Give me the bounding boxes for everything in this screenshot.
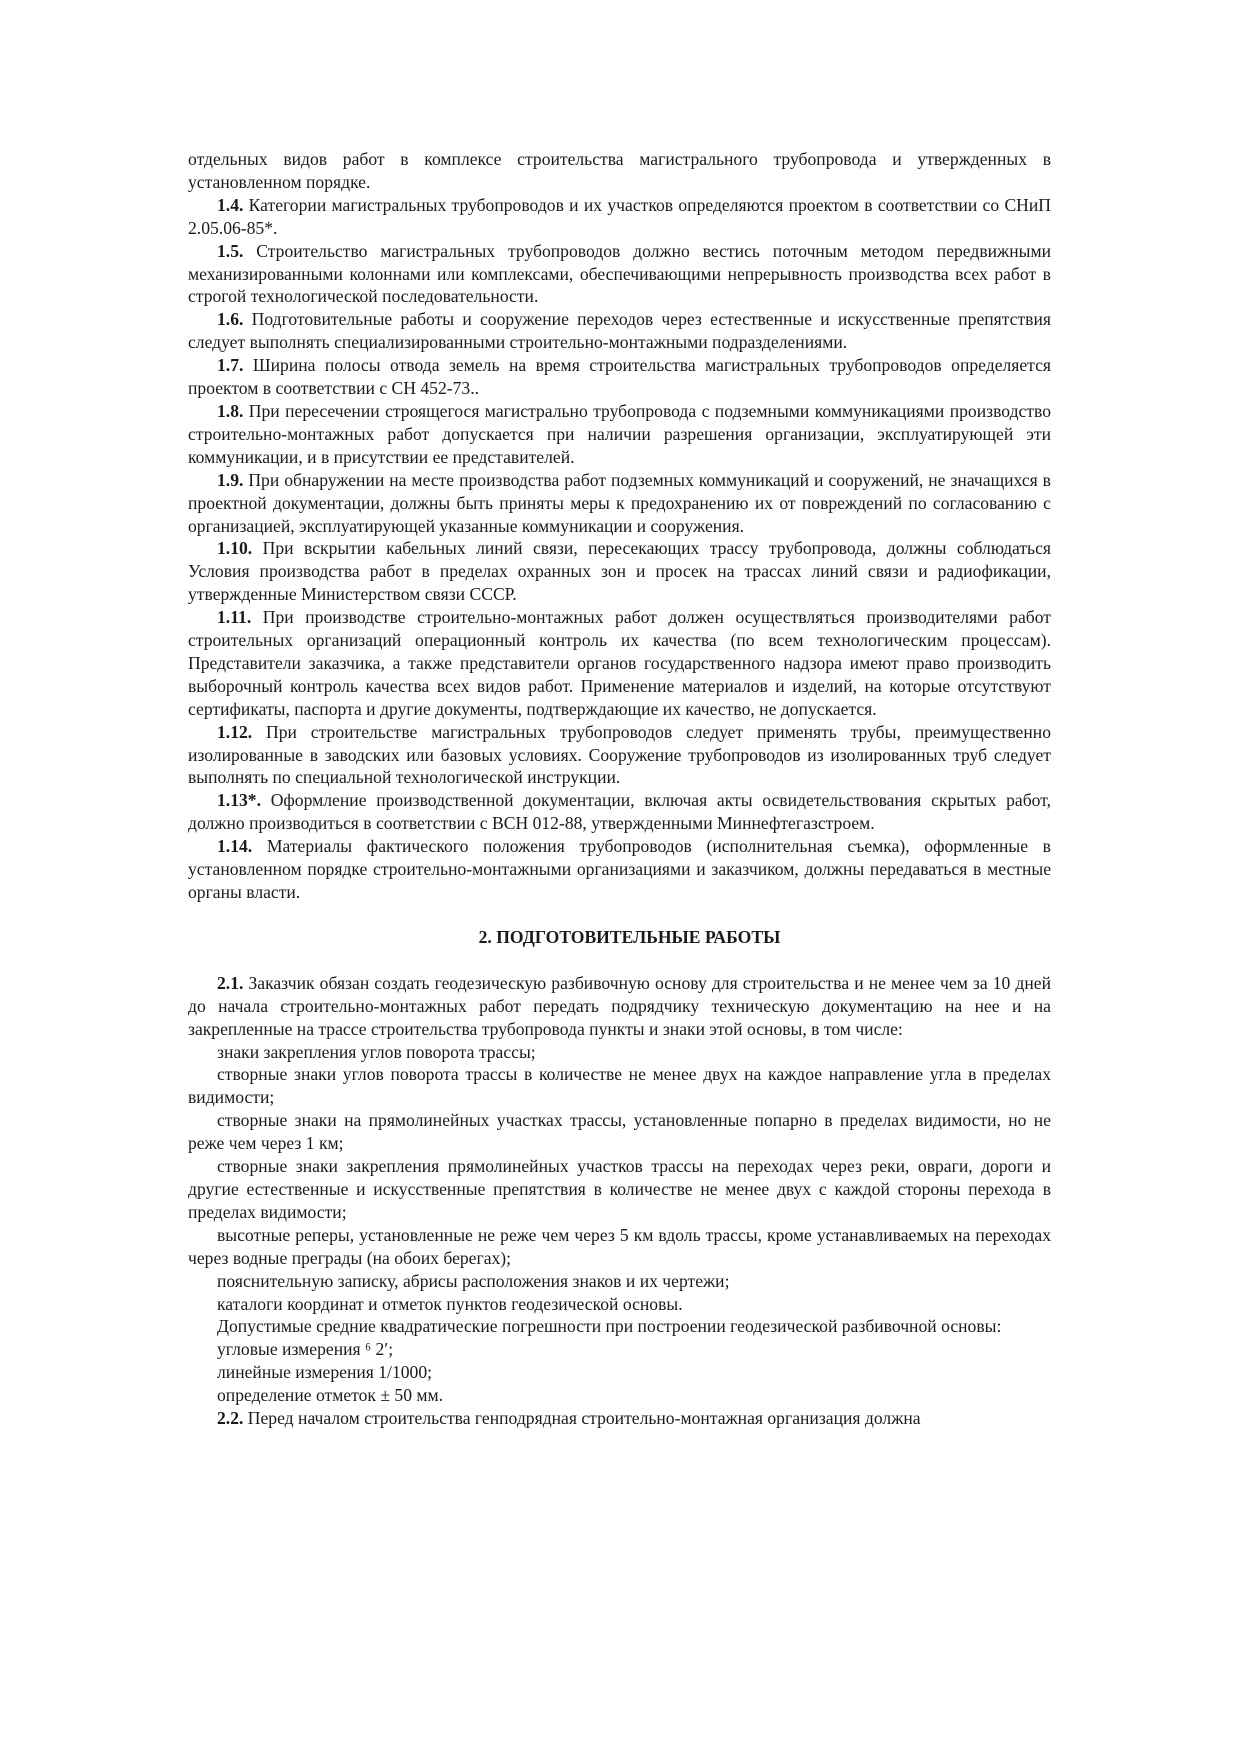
list-item: линейные измерения 1/1000; [217,1362,433,1383]
clause-number: 1.4. [217,194,244,215]
list-item: высотные реперы, установленные не реже чем через 5 км вдоль трассы, кроме устанавливаемых на переходах через водные преграды (на обоих берегах); [188,1224,1051,1268]
document-page [188,148,1051,1430]
clause-2-2 [188,1407,1051,1430]
clause-text: При пересечении строящегося магистрально трубопровода с подземными коммуникациями производство строительно-монтажных работ допускается при наличии разрешения организации, эксплуатирующей эти коммуникации, и в присутствии ее представителей. [188,400,1051,467]
clause-text: При вскрытии кабельных линий связи, пересекающих трассу трубопровода, должны соблюдаться Условия производства работ в пределах охранных зон и просек на трассах линий связи и радиофикации, утвержденные Министерством связи СССР. [188,538,1051,605]
clause-paragraph [188,469,1051,538]
list-item: угловые измерения ⁶ 2′; [217,1339,394,1360]
clause-text: Ширина полосы отвода земель на время строительства магистральных трубопроводов определяется проектом в соответствии с СН 452-73.. [188,355,1051,399]
clause-text: При производстве строительно-монтажных работ должен осуществляться производителями работ строительных организаций операционный контроль их качества (по всем технологическим процессам). Представители заказчика, а также представители органов государственного надзора имеют право производить выборочный контроль качества всех видов работ. Применение материалов и изделий, на которые отсутствуют сертификаты, паспорта и другие документы, подтверждающие их качество, не допускается. [188,607,1051,719]
clause-paragraph [188,721,1051,790]
clause-number: 2.2. [217,1408,244,1429]
clause-number: 1.7. [217,355,244,376]
clause-number: 2.1. [217,972,244,993]
section-1-clauses [188,194,1051,904]
list-item: створные знаки углов поворота трассы в количестве не менее двух на каждое направление угла в пределах видимости; [188,1064,1051,1108]
list-item: определение отметок ± 50 мм. [217,1385,444,1406]
clause-number: 1.11. [217,607,252,628]
clause-text: Оформление производственной документации, включая акты освидетельствования скрытых работ, должно производиться в соответствии с ВСН 012-88, утвержденными Миннефтегазстроем. [188,790,1051,834]
clause-text: Заказчик обязан создать геодезическую разбивочную основу для строительства и не менее чем за 10 дней до начала строительно-монтажных работ передать подрядчику техническую документацию на нее и на закрепленные на трассе строительства трубопровода пункты и знаки этой основы, в том числе: [188,972,1051,1039]
list-item: Допустимые средние квадратические погрешности при построении геодезической разбивочной основы: [217,1316,1002,1337]
intro-paragraph: отдельных видов работ в комплексе строительства магистрального трубопровода и утвержденных в установленном порядке. [188,149,1051,192]
clause-paragraph [188,194,1051,240]
clause-paragraph [188,308,1051,354]
clause-text: Перед началом строительства генподрядная строительно-монтажная организация должна [243,1408,921,1429]
clause-paragraph [188,835,1051,904]
list-item: пояснительную записку, абрисы расположения знаков и их чертежи; [217,1270,730,1291]
clause-text: При строительстве магистральных трубопроводов следует применять трубы, преимущественно изолированные в заводских или базовых условиях. Сооружение трубопроводов из изолированных труб следует выполнять по специальной технологической инструкции. [188,721,1051,788]
clause-number: 1.14. [217,836,253,857]
section-title: 2. ПОДГОТОВИТЕЛЬНЫЕ РАБОТЫ [478,926,781,947]
list-item: каталоги координат и отметок пунктов геодезической основы. [217,1293,683,1314]
clause-number: 1.5. [217,240,244,261]
clause-number: 1.12. [217,721,253,742]
clause-number: 1.9. [217,469,244,490]
clause-paragraph [188,354,1051,400]
clause-text: Подготовительные работы и сооружение переходов через естественные и искусственные препятствия следует выполнять специализированными строительно-монтажными подразделениями. [188,309,1051,353]
clause-number: 1.10. [217,538,253,559]
clause-paragraph [188,240,1051,309]
clause-2-1-list [188,1041,1051,1408]
list-item: створные знаки на прямолинейных участках трассы, установленные попарно в пределах видимости, но не реже чем через 1 км; [188,1110,1051,1154]
list-item: створные знаки закрепления прямолинейных участков трассы на переходах через реки, овраги, дороги и другие естественные и искусственные препятствия в количестве не менее двух с каждой стороны перехода в пределах видимости; [188,1156,1051,1222]
clause-number: 1.6. [217,309,244,330]
clause-2-1 [188,972,1051,1041]
clause-paragraph [188,606,1051,721]
clause-paragraph [188,789,1051,835]
clause-text: Строительство магистральных трубопроводов должно вестись поточным методом передвижными механизированными колоннами или комплексами, обеспечивающими непрерывность производства всех работ в строгой технологической последовательности. [188,240,1051,307]
clause-number: 1.8. [217,400,244,421]
clause-paragraph [188,537,1051,606]
list-item: знаки закрепления углов поворота трассы; [217,1041,536,1062]
clause-text: Категории магистральных трубопроводов и их участков определяются проектом в соответствии со СНиП 2.05.06-85*. [188,194,1051,238]
clause-number: 1.13*. [217,790,261,811]
clause-text: Материалы фактического положения трубопроводов (исполнительная съемка), оформленные в установленном порядке строительно-монтажными организациями и заказчиком, должны передаваться в местные органы власти. [188,836,1051,902]
clause-paragraph [188,400,1051,469]
clause-text: При обнаружении на месте производства работ подземных коммуникаций и сооружений, не значащихся в проектной документации, должны быть приняты меры к предохранению их от повреждений по согласованию с организацией, эксплуатирующей указанные коммуникации и сооружения. [188,469,1051,536]
